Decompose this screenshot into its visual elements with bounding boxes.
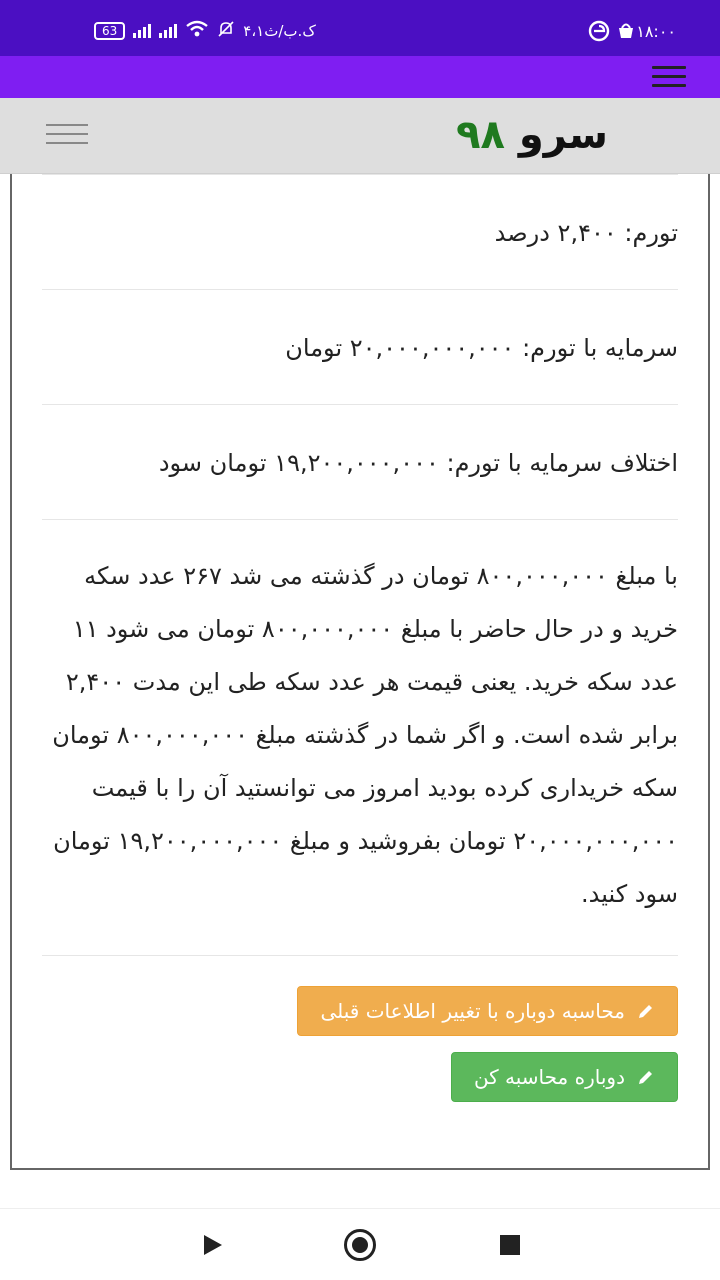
signal-icon [133,24,151,38]
status-time: ۱۸:۰۰ [636,22,676,41]
site-menu-icon[interactable] [46,124,88,146]
status-left-group [94,20,316,42]
logo-number: ۹۸ [456,112,505,158]
signal-icon [159,24,177,38]
app-bar [0,56,720,98]
pencil-icon [637,1068,655,1086]
recalc-label: دوباره محاسبه کن [473,1065,625,1089]
battery-icon: 63 [94,22,125,40]
action-buttons [12,956,708,1102]
edge-icon [588,20,610,47]
result-content [12,174,708,956]
system-nav-bar [0,1208,720,1280]
summary-paragraph: با مبلغ ۸۰۰,۰۰۰,۰۰۰ تومان در گذشته می شد ۲۶۷ عدد سکه خرید و در حال حاضر با مبلغ ۸۰۰,۰۰۰,۰۰۰ تومان می شود ۱۱ عدد سکه خرید. یعنی قیمت هر عدد سکه طی این مدت ۲,۴۰۰ برابر شده است. و اگر شما در گذشته مبلغ ۸۰۰,۰۰۰,۰۰۰ تومان سکه خریداری کرده بودید امروز می توانستید آن را با قیمت ۲۰,۰۰۰,۰۰۰,۰۰۰ تومان بفروشید و مبلغ ۱۹,۲۰۰,۰۰۰,۰۰۰ تومان سود کنید. [42,519,678,956]
recent-apps-icon[interactable] [500,1235,520,1255]
network-speed: ۴،۱ک.ب/ث [243,22,316,40]
home-icon[interactable] [344,1229,376,1261]
capital-difference-row: اختلاف سرمایه با تورم: ۱۹,۲۰۰,۰۰۰,۰۰۰ تومان سود [42,404,678,519]
site-header [0,98,720,174]
recalc-with-change-label: محاسبه دوباره با تغییر اطلاعات قبلی [320,999,625,1023]
pencil-icon [637,1002,655,1020]
wifi-icon [185,20,209,42]
site-logo[interactable] [456,112,608,158]
recalc-button[interactable] [451,1052,678,1102]
bag-icon [616,20,636,45]
inflation-row: تورم: ۲,۴۰۰ درصد [42,174,678,289]
hamburger-menu-icon[interactable] [652,66,686,88]
logo-word: سرو [518,112,608,158]
status-bar [0,0,720,56]
mute-icon [217,20,235,42]
capital-with-inflation-row: سرمایه با تورم: ۲۰,۰۰۰,۰۰۰,۰۰۰ تومان [42,289,678,404]
back-icon[interactable] [204,1235,222,1255]
recalc-with-change-button[interactable] [297,986,678,1036]
result-card [10,174,710,1170]
